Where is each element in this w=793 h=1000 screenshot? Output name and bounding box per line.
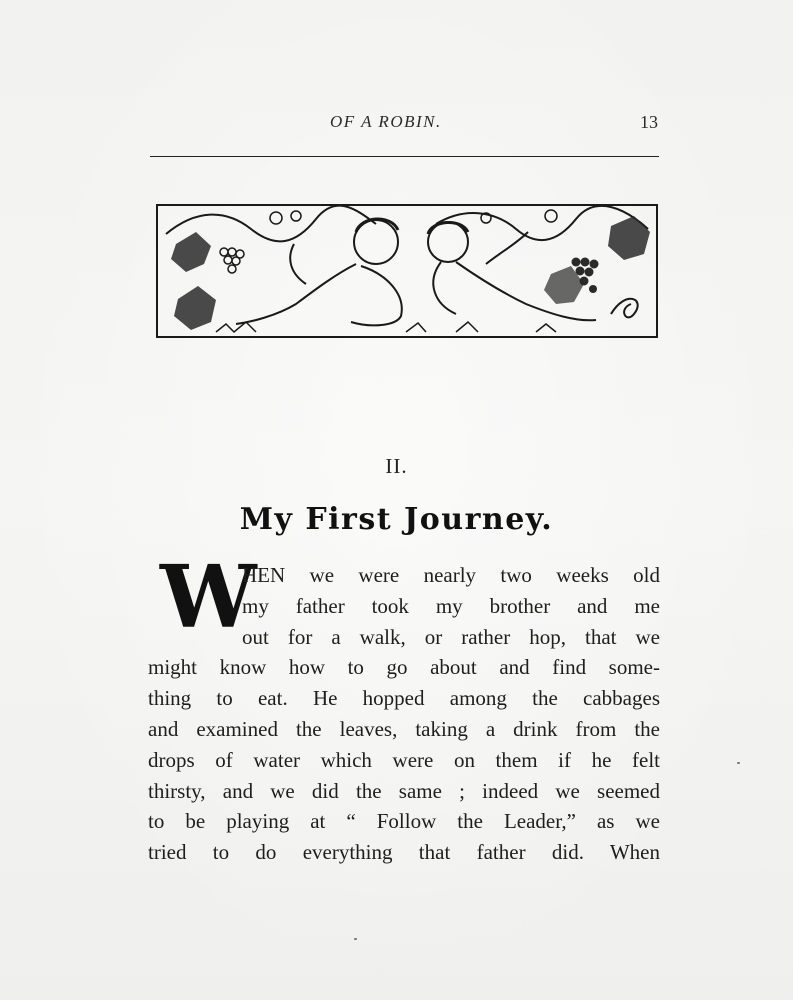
page-number: 13 [640,112,658,132]
header-rule [150,156,659,157]
paragraph-line: tried to do everything that father did. When [148,840,660,865]
chapter-paragraph [148,547,660,868]
paragraph-line: out for a walk, or rather hop, that we [242,624,660,649]
chapter-number: II. [385,454,408,478]
paragraph-line: might know how to go about and find some- [148,655,660,680]
paragraph-line: my father took my brother and me [242,593,660,618]
paper-speck [354,938,357,940]
drop-cap: W [160,547,257,648]
paper-speck [737,762,740,764]
paragraph-line: drops of water which were on them if he felt [148,747,660,772]
paragraph-line: thing to eat. He hopped among the cabbages [148,686,660,711]
chapter-title: My First Journey. [239,502,554,537]
paragraph-line: HEN we were nearly two weeks old [242,563,660,587]
paragraph-line: thirsty, and we did the same ; indeed we seemed [148,778,660,803]
running-title: OF A ROBIN. [330,112,442,131]
cherubs-grapevine-headpiece-icon [156,204,658,344]
paragraph-line: to be playing at “ Follow the Leader,” as we [148,809,660,834]
running-head [150,112,658,142]
paragraph-line: and examined the leaves, taking a drink from the [148,716,660,741]
